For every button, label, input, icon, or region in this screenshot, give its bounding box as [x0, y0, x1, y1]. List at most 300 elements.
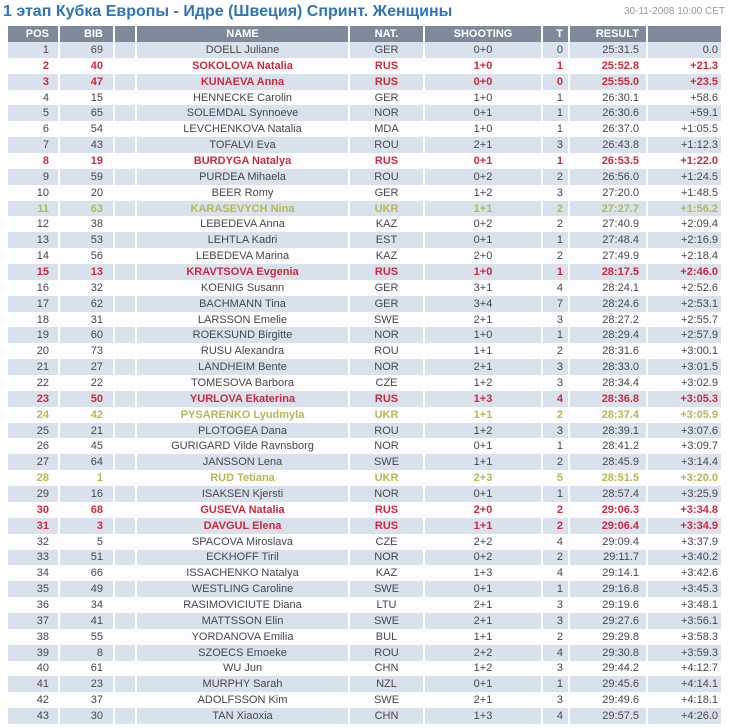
cell-t: 1: [543, 581, 570, 597]
cell-bib: 56: [60, 248, 115, 264]
cell-result: 28:27.2: [570, 312, 648, 328]
cell-shooting: 2+1: [425, 137, 543, 153]
cell-shooting: 0+1: [425, 232, 543, 248]
cell-diff: 0.0: [648, 42, 721, 58]
cell-name: LEBEDEVA Marina: [137, 248, 350, 264]
cell-nat: CZE: [350, 534, 425, 550]
cell-result: 29:11.7: [570, 550, 648, 566]
cell-nat: ROU: [350, 169, 425, 185]
cell-pos: 4: [8, 90, 60, 106]
cell-spacer: [115, 676, 137, 692]
cell-shooting: 1+1: [425, 454, 543, 470]
cell-result: 28:39.1: [570, 423, 648, 439]
cell-name: MATTSSON Elin: [137, 613, 350, 629]
cell-name: MURPHY Sarah: [137, 676, 350, 692]
cell-bib: 5: [60, 534, 115, 550]
cell-t: 1: [543, 90, 570, 106]
cell-spacer: [115, 90, 137, 106]
cell-pos: 15: [8, 264, 60, 280]
cell-bib: 69: [60, 42, 115, 58]
cell-diff: +2:57.9: [648, 327, 721, 343]
cell-t: 2: [543, 407, 570, 423]
cell-pos: 1: [8, 42, 60, 58]
cell-result: 29:09.4: [570, 534, 648, 550]
cell-name: PLOTOGEA Dana: [137, 423, 350, 439]
cell-name: RUSU Alexandra: [137, 343, 350, 359]
cell-result: 28:37.4: [570, 407, 648, 423]
cell-bib: 30: [60, 708, 115, 724]
cell-name: WU Jun: [137, 661, 350, 677]
cell-spacer: [115, 597, 137, 613]
cell-name: TAN Xiaoxia: [137, 708, 350, 724]
cell-diff: +3:25.9: [648, 486, 721, 502]
cell-nat: RUS: [350, 391, 425, 407]
column-header-result: RESULT: [570, 26, 648, 42]
cell-t: 2: [543, 518, 570, 534]
cell-nat: ROU: [350, 137, 425, 153]
cell-name: KRAVTSOVA Evgenia: [137, 264, 350, 280]
cell-diff: +2:46.0: [648, 264, 721, 280]
cell-result: 27:49.9: [570, 248, 648, 264]
cell-nat: NOR: [350, 105, 425, 121]
cell-bib: 8: [60, 645, 115, 661]
cell-result: 29:06.3: [570, 502, 648, 518]
cell-spacer: [115, 454, 137, 470]
cell-pos: 22: [8, 375, 60, 391]
cell-diff: +3:05.9: [648, 407, 721, 423]
table-row: [8, 645, 721, 661]
cell-name: ECKHOFF Tiril: [137, 550, 350, 566]
cell-name: YURLOVA Ekaterina: [137, 391, 350, 407]
cell-result: 26:56.0: [570, 169, 648, 185]
cell-diff: +2:53.1: [648, 296, 721, 312]
cell-nat: GER: [350, 280, 425, 296]
cell-bib: 60: [60, 327, 115, 343]
cell-pos: 5: [8, 105, 60, 121]
cell-nat: GER: [350, 185, 425, 201]
cell-spacer: [115, 105, 137, 121]
cell-pos: 25: [8, 423, 60, 439]
table-row: [8, 216, 721, 232]
cell-bib: 37: [60, 692, 115, 708]
table-row: [8, 661, 721, 677]
cell-shooting: 0+2: [425, 550, 543, 566]
cell-pos: 31: [8, 518, 60, 534]
cell-bib: 47: [60, 74, 115, 90]
cell-nat: RUS: [350, 502, 425, 518]
cell-spacer: [115, 185, 137, 201]
cell-diff: +3:37.9: [648, 534, 721, 550]
page-title: 1 этап Кубка Европы - Идре (Швеция) Спринт. Женщины: [3, 3, 453, 20]
cell-diff: +3:07.6: [648, 423, 721, 439]
cell-spacer: [115, 550, 137, 566]
cell-shooting: 2+1: [425, 359, 543, 375]
table-row: [8, 470, 721, 486]
cell-t: 2: [543, 216, 570, 232]
cell-diff: +1:12.3: [648, 137, 721, 153]
cell-result: 29:30.8: [570, 645, 648, 661]
cell-t: 0: [543, 42, 570, 58]
cell-spacer: [115, 565, 137, 581]
cell-t: 1: [543, 232, 570, 248]
cell-shooting: 1+3: [425, 565, 543, 581]
cell-pos: 23: [8, 391, 60, 407]
cell-result: 29:16.8: [570, 581, 648, 597]
cell-nat: NOR: [350, 359, 425, 375]
cell-nat: GER: [350, 296, 425, 312]
cell-result: 26:30.6: [570, 105, 648, 121]
cell-shooting: 1+1: [425, 343, 543, 359]
cell-name: DAVGUL Elena: [137, 518, 350, 534]
cell-diff: +3:45.3: [648, 581, 721, 597]
cell-result: 26:53.5: [570, 153, 648, 169]
cell-nat: GER: [350, 90, 425, 106]
table-row: [8, 581, 721, 597]
table-row: [8, 375, 721, 391]
cell-diff: +23.5: [648, 74, 721, 90]
column-header-shooting: SHOOTING: [425, 26, 543, 42]
column-header-bib: BIB: [60, 26, 115, 42]
cell-bib: 32: [60, 280, 115, 296]
cell-spacer: [115, 613, 137, 629]
cell-bib: 61: [60, 661, 115, 677]
results-table: [8, 26, 721, 724]
cell-shooting: 1+1: [425, 629, 543, 645]
cell-nat: ROU: [350, 343, 425, 359]
cell-result: 27:48.4: [570, 232, 648, 248]
cell-spacer: [115, 296, 137, 312]
cell-pos: 35: [8, 581, 60, 597]
cell-nat: NOR: [350, 327, 425, 343]
table-row: [8, 550, 721, 566]
cell-nat: NOR: [350, 486, 425, 502]
table-row: [8, 502, 721, 518]
cell-nat: EST: [350, 232, 425, 248]
cell-bib: 55: [60, 629, 115, 645]
cell-result: 28:36.8: [570, 391, 648, 407]
cell-shooting: 0+2: [425, 169, 543, 185]
cell-t: 1: [543, 438, 570, 454]
cell-diff: +1:22.0: [648, 153, 721, 169]
cell-t: 1: [543, 121, 570, 137]
cell-t: 3: [543, 359, 570, 375]
cell-t: 3: [543, 613, 570, 629]
cell-shooting: 1+0: [425, 264, 543, 280]
table-row: [8, 153, 721, 169]
cell-pos: 43: [8, 708, 60, 724]
cell-pos: 39: [8, 645, 60, 661]
cell-spacer: [115, 534, 137, 550]
cell-shooting: 0+0: [425, 42, 543, 58]
cell-bib: 3: [60, 518, 115, 534]
cell-shooting: 0+1: [425, 486, 543, 502]
cell-spacer: [115, 407, 137, 423]
cell-bib: 45: [60, 438, 115, 454]
cell-nat: MDA: [350, 121, 425, 137]
cell-pos: 12: [8, 216, 60, 232]
table-row: [8, 327, 721, 343]
cell-name: SOKOLOVA Natalia: [137, 58, 350, 74]
cell-result: 29:14.1: [570, 565, 648, 581]
table-row: [8, 137, 721, 153]
cell-result: 29:49.6: [570, 692, 648, 708]
cell-bib: 34: [60, 597, 115, 613]
cell-pos: 11: [8, 201, 60, 217]
cell-nat: UKR: [350, 201, 425, 217]
cell-spacer: [115, 581, 137, 597]
cell-shooting: 1+2: [425, 375, 543, 391]
cell-spacer: [115, 661, 137, 677]
cell-diff: +3:09.7: [648, 438, 721, 454]
cell-t: 2: [543, 169, 570, 185]
column-header-spacer: [115, 26, 137, 42]
cell-name: ISSACHENKO Natalya: [137, 565, 350, 581]
cell-diff: +1:48.5: [648, 185, 721, 201]
cell-diff: +1:24.5: [648, 169, 721, 185]
cell-spacer: [115, 359, 137, 375]
cell-spacer: [115, 327, 137, 343]
cell-shooting: 2+0: [425, 248, 543, 264]
cell-shooting: 1+1: [425, 201, 543, 217]
table-row: [8, 42, 721, 58]
cell-spacer: [115, 121, 137, 137]
cell-bib: 66: [60, 565, 115, 581]
cell-diff: +4:18.1: [648, 692, 721, 708]
table-row: [8, 280, 721, 296]
cell-pos: 28: [8, 470, 60, 486]
cell-bib: 27: [60, 359, 115, 375]
cell-t: 3: [543, 137, 570, 153]
cell-diff: +2:52.6: [648, 280, 721, 296]
cell-diff: +3:59.3: [648, 645, 721, 661]
cell-name: ROEKSUND Birgitte: [137, 327, 350, 343]
cell-spacer: [115, 692, 137, 708]
cell-diff: +3:02.9: [648, 375, 721, 391]
cell-diff: +3:20.0: [648, 470, 721, 486]
cell-pos: 37: [8, 613, 60, 629]
cell-pos: 41: [8, 676, 60, 692]
cell-t: 2: [543, 454, 570, 470]
table-row: [8, 534, 721, 550]
cell-bib: 21: [60, 423, 115, 439]
cell-diff: +3:40.2: [648, 550, 721, 566]
cell-result: 25:52.8: [570, 58, 648, 74]
cell-pos: 21: [8, 359, 60, 375]
cell-t: 3: [543, 692, 570, 708]
cell-bib: 42: [60, 407, 115, 423]
cell-bib: 49: [60, 581, 115, 597]
cell-diff: +21.3: [648, 58, 721, 74]
table-row: [8, 105, 721, 121]
cell-shooting: 1+2: [425, 661, 543, 677]
table-row: [8, 296, 721, 312]
cell-diff: +2:09.4: [648, 216, 721, 232]
cell-spacer: [115, 438, 137, 454]
cell-pos: 29: [8, 486, 60, 502]
cell-nat: NZL: [350, 676, 425, 692]
cell-bib: 63: [60, 201, 115, 217]
table-row: [8, 169, 721, 185]
cell-bib: 31: [60, 312, 115, 328]
cell-spacer: [115, 232, 137, 248]
cell-t: 1: [543, 153, 570, 169]
cell-bib: 1: [60, 470, 115, 486]
cell-pos: 40: [8, 661, 60, 677]
cell-result: 28:29.4: [570, 327, 648, 343]
cell-name: BACHMANN Tina: [137, 296, 350, 312]
cell-diff: +4:26.0: [648, 708, 721, 724]
cell-shooting: 1+0: [425, 327, 543, 343]
table-row: [8, 518, 721, 534]
cell-spacer: [115, 518, 137, 534]
column-header-pos: POS: [8, 26, 60, 42]
cell-diff: +3:05.3: [648, 391, 721, 407]
cell-t: 4: [543, 708, 570, 724]
cell-spacer: [115, 137, 137, 153]
cell-shooting: 2+1: [425, 692, 543, 708]
table-row: [8, 676, 721, 692]
cell-t: 1: [543, 58, 570, 74]
table-row: [8, 312, 721, 328]
event-datetime: 30-11-2008 10:00 CET: [624, 6, 725, 17]
cell-bib: 51: [60, 550, 115, 566]
cell-spacer: [115, 423, 137, 439]
cell-shooting: 0+1: [425, 105, 543, 121]
cell-pos: 34: [8, 565, 60, 581]
cell-name: GUSEVA Natalia: [137, 502, 350, 518]
cell-bib: 38: [60, 216, 115, 232]
table-row: [8, 613, 721, 629]
cell-nat: SWE: [350, 692, 425, 708]
cell-shooting: 2+1: [425, 312, 543, 328]
table-row: [8, 74, 721, 90]
cell-spacer: [115, 216, 137, 232]
cell-diff: +3:01.5: [648, 359, 721, 375]
cell-t: 1: [543, 264, 570, 280]
cell-name: KARASEVYCH Nina: [137, 201, 350, 217]
cell-result: 25:55.0: [570, 74, 648, 90]
cell-t: 1: [543, 676, 570, 692]
cell-t: 2: [543, 629, 570, 645]
cell-name: TOFALVI Eva: [137, 137, 350, 153]
cell-t: 2: [543, 343, 570, 359]
cell-result: 28:34.4: [570, 375, 648, 391]
cell-diff: +59.1: [648, 105, 721, 121]
cell-bib: 20: [60, 185, 115, 201]
cell-shooting: 0+1: [425, 676, 543, 692]
table-row: [8, 121, 721, 137]
cell-name: JANSSON Lena: [137, 454, 350, 470]
cell-pos: 16: [8, 280, 60, 296]
cell-bib: 13: [60, 264, 115, 280]
cell-shooting: 2+1: [425, 597, 543, 613]
cell-diff: +3:34.9: [648, 518, 721, 534]
cell-nat: CHN: [350, 708, 425, 724]
table-row: [8, 359, 721, 375]
cell-shooting: 2+0: [425, 502, 543, 518]
cell-t: 4: [543, 565, 570, 581]
cell-name: KOENIG Susann: [137, 280, 350, 296]
cell-spacer: [115, 264, 137, 280]
cell-nat: UKR: [350, 470, 425, 486]
cell-shooting: 1+3: [425, 708, 543, 724]
cell-bib: 68: [60, 502, 115, 518]
cell-result: 29:44.2: [570, 661, 648, 677]
table-row: [8, 248, 721, 264]
cell-pos: 17: [8, 296, 60, 312]
column-header-name: NAME: [137, 26, 350, 42]
column-header-diff: [648, 26, 721, 42]
table-header-row: [8, 26, 721, 42]
cell-name: SPACOVA Miroslava: [137, 534, 350, 550]
cell-nat: NOR: [350, 438, 425, 454]
cell-pos: 30: [8, 502, 60, 518]
cell-result: 28:33.0: [570, 359, 648, 375]
cell-pos: 42: [8, 692, 60, 708]
cell-bib: 54: [60, 121, 115, 137]
cell-bib: 62: [60, 296, 115, 312]
cell-diff: +2:18.4: [648, 248, 721, 264]
cell-result: 28:45.9: [570, 454, 648, 470]
cell-t: 4: [543, 645, 570, 661]
table-row: [8, 454, 721, 470]
cell-nat: RUS: [350, 74, 425, 90]
cell-spacer: [115, 708, 137, 724]
cell-result: 27:20.0: [570, 185, 648, 201]
cell-nat: CZE: [350, 375, 425, 391]
cell-pos: 8: [8, 153, 60, 169]
cell-result: 25:31.5: [570, 42, 648, 58]
cell-name: LANDHEIM Bente: [137, 359, 350, 375]
cell-t: 2: [543, 201, 570, 217]
cell-spacer: [115, 502, 137, 518]
cell-nat: SWE: [350, 312, 425, 328]
cell-t: 3: [543, 185, 570, 201]
cell-diff: +3:56.1: [648, 613, 721, 629]
cell-bib: 19: [60, 153, 115, 169]
cell-nat: ROU: [350, 423, 425, 439]
cell-spacer: [115, 391, 137, 407]
cell-name: GURIGARD Vilde Ravnsborg: [137, 438, 350, 454]
cell-shooting: 1+0: [425, 121, 543, 137]
cell-result: 28:51.5: [570, 470, 648, 486]
cell-shooting: 3+4: [425, 296, 543, 312]
cell-spacer: [115, 375, 137, 391]
cell-shooting: 1+1: [425, 407, 543, 423]
cell-name: YORDANOVA Emilia: [137, 629, 350, 645]
cell-spacer: [115, 486, 137, 502]
cell-t: 2: [543, 550, 570, 566]
cell-diff: +3:48.1: [648, 597, 721, 613]
cell-name: WESTLING Caroline: [137, 581, 350, 597]
cell-shooting: 2+3: [425, 470, 543, 486]
cell-shooting: 0+1: [425, 153, 543, 169]
cell-pos: 27: [8, 454, 60, 470]
cell-t: 3: [543, 423, 570, 439]
cell-pos: 18: [8, 312, 60, 328]
cell-shooting: 1+2: [425, 185, 543, 201]
column-header-nat: NAT.: [350, 26, 425, 42]
cell-shooting: 3+1: [425, 280, 543, 296]
cell-shooting: 2+2: [425, 645, 543, 661]
cell-bib: 73: [60, 343, 115, 359]
cell-spacer: [115, 280, 137, 296]
cell-name: TOMESOVA Barbora: [137, 375, 350, 391]
table-row: [8, 708, 721, 724]
cell-result: 27:27.7: [570, 201, 648, 217]
cell-pos: 14: [8, 248, 60, 264]
cell-pos: 32: [8, 534, 60, 550]
